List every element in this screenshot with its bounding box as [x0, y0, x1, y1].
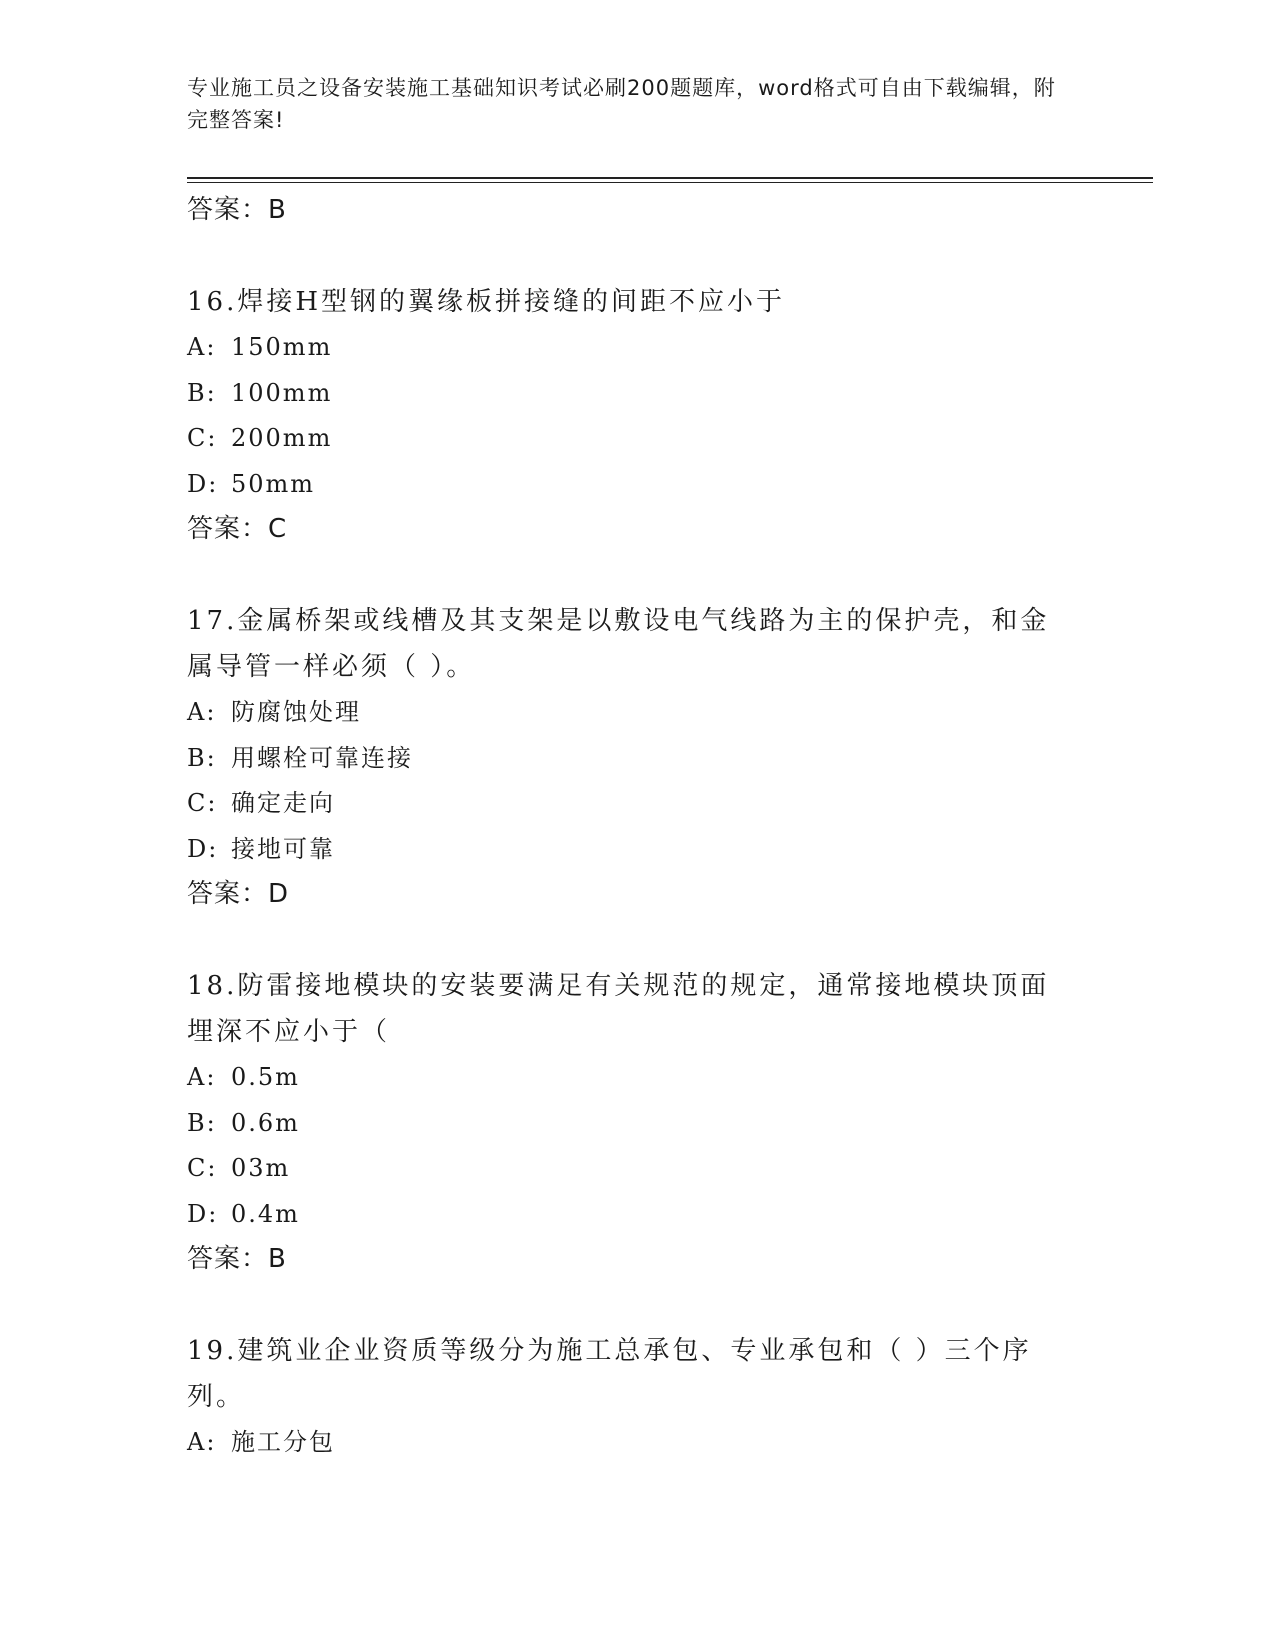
- question-text: 19.建筑业企业资质等级分为施工总承包、专业承包和（ ）三个序列。: [187, 1336, 1032, 1412]
- header-divider-thick: [187, 177, 1153, 179]
- option-c: [187, 416, 1087, 462]
- option-value: 150mm: [231, 333, 333, 361]
- answer-line: 答案：C: [187, 514, 288, 544]
- option-value: 防腐蚀处理: [231, 698, 361, 726]
- option-a: [187, 690, 1087, 736]
- answer-line-15: 答案：B: [187, 195, 287, 225]
- spacer: [187, 233, 1087, 279]
- option-value: 施工分包: [231, 1428, 335, 1456]
- option-label: C:: [187, 789, 218, 817]
- option-label: C:: [187, 1154, 218, 1182]
- option-label: D:: [187, 469, 219, 498]
- option-label: B:: [187, 378, 217, 407]
- option-label: C:: [187, 424, 218, 452]
- question-block-19: [187, 1328, 1087, 1466]
- option-label: B:: [187, 743, 217, 772]
- option-value: 用螺栓可靠连接: [231, 743, 413, 772]
- spacer: [187, 917, 1087, 963]
- question-text: 16.焊接H型钢的翼缘板拼接缝的间距不应小于: [187, 287, 786, 317]
- option-b: [187, 1101, 1087, 1147]
- question-block-17: [187, 598, 1087, 917]
- option-d: [187, 462, 1087, 508]
- option-value: 接地可靠: [231, 834, 335, 863]
- option-c: [187, 781, 1087, 827]
- option-d: [187, 1192, 1087, 1238]
- option-a: [187, 325, 1087, 371]
- option-value: 0.4m: [231, 1199, 300, 1228]
- option-label: A:: [187, 1428, 217, 1456]
- option-d: [187, 827, 1087, 873]
- question-text: 17.金属桥架或线槽及其支架是以敷设电气线路为主的保护壳，和金属导管一样必须（ ）。: [187, 606, 1050, 682]
- option-label: A:: [187, 333, 217, 361]
- option-c: [187, 1146, 1087, 1192]
- option-value: 100mm: [231, 378, 333, 407]
- option-label: D:: [187, 1199, 219, 1228]
- question-list: [187, 188, 1087, 1466]
- option-value: 0.5m: [231, 1063, 300, 1091]
- option-label: B:: [187, 1108, 217, 1137]
- option-value: 50mm: [231, 469, 316, 498]
- option-label: A:: [187, 1063, 217, 1091]
- option-value: 200mm: [231, 424, 333, 452]
- option-label: D:: [187, 834, 219, 863]
- option-value: 确定走向: [231, 789, 335, 817]
- question-block-18: [187, 963, 1087, 1282]
- question-block-16: [187, 279, 1087, 552]
- spacer: [187, 552, 1087, 598]
- question-text: 18.防雷接地模块的安装要满足有关规范的规定，通常接地模块顶面埋深不应小于（: [187, 971, 1050, 1047]
- answer-line: 答案：D: [187, 879, 290, 909]
- option-a: [187, 1055, 1087, 1101]
- option-b: [187, 371, 1087, 417]
- option-a: [187, 1420, 1087, 1466]
- answer-line: 答案：B: [187, 1244, 287, 1274]
- option-label: A:: [187, 698, 217, 726]
- page-header-title: 专业施工员之设备安装施工基础知识考试必刷200题题库，word格式可自由下载编辑，附完整答案!: [187, 76, 1056, 132]
- header-divider-thin: [187, 182, 1153, 183]
- option-b: [187, 736, 1087, 782]
- option-value: 03m: [231, 1154, 291, 1182]
- spacer: [187, 1282, 1087, 1328]
- option-value: 0.6m: [231, 1108, 300, 1137]
